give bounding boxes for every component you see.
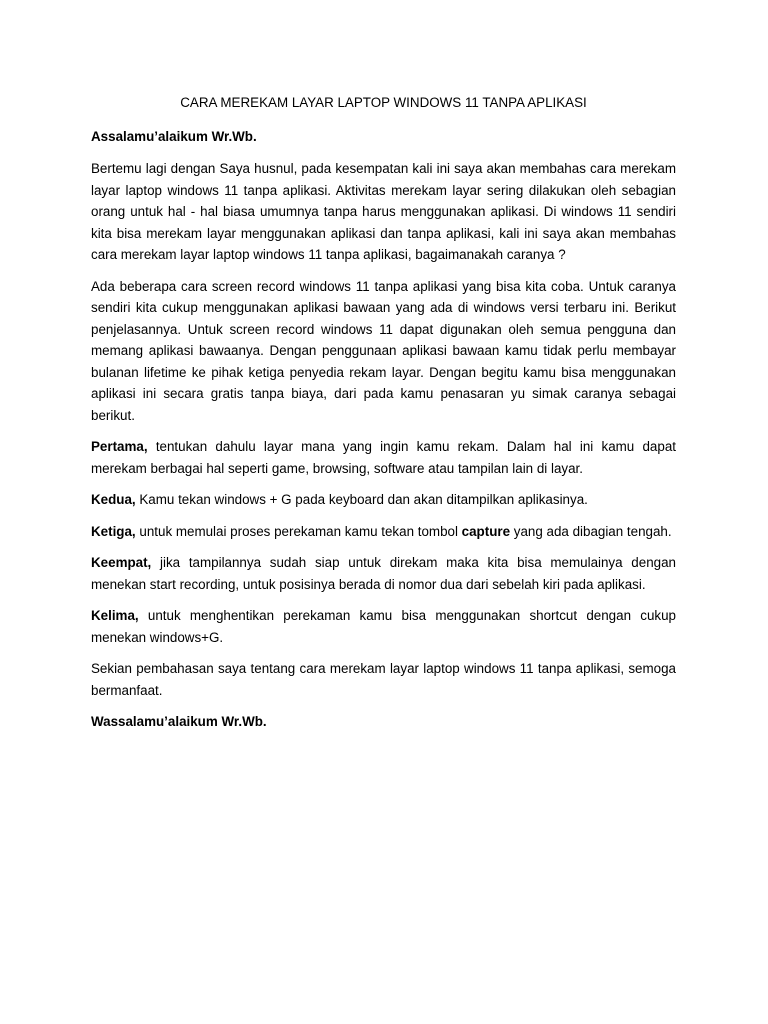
step-label: Pertama, [91, 439, 148, 454]
step-text-after: yang ada dibagian tengah. [510, 523, 672, 539]
step-paragraph-2 [91, 489, 676, 511]
step-label: Keempat, [91, 555, 152, 570]
step-paragraph-4 [91, 552, 676, 595]
step-text: jika tampilannya sudah siap untuk direkam maka kita bisa memulainya dengan menekan start recording, untuk posisinya berada di nomor dua dari sebelah kiri pada aplikasi. [91, 555, 676, 592]
step-label: Kedua, [91, 492, 136, 507]
farewell: Wassalamu’alaikum Wr.Wb. [91, 714, 267, 729]
step-text: untuk memulai proses perekaman kamu tekan tombol [135, 523, 462, 539]
step-text: Kamu tekan windows + G pada keyboard dan akan ditampilkan aplikasinya. [135, 492, 588, 507]
step-text: tentukan dahulu layar mana yang ingin kamu rekam. Dalam hal ini kamu dapat merekam berbagai hal seperti game, browsing, software atau tampilan lain di layar. [91, 439, 676, 476]
document-title: CARA MEREKAM LAYAR LAPTOP WINDOWS 11 TANPA APLIKASI [180, 95, 587, 110]
step-paragraph-5 [91, 605, 676, 648]
step-label: Ketiga, [91, 523, 136, 539]
intro-paragraph: Bertemu lagi dengan Saya husnul, pada kesempatan kali ini saya akan membahas cara merekam layar laptop windows 11 tanpa aplikasi. Aktivitas merekam layar sering dilakukan oleh sebagian orang untuk hal - hal biasa umumnya tanpa harus menggunakan aplikasi. Di windows 11 sendiri kita bisa merekam layar menggunakan aplikasi dan tanpa aplikasi, kali ini saya akan membahas cara merekam layar laptop windows 11 tanpa aplikasi, bagaimanakah caranya ? [91, 161, 676, 262]
step-text: untuk menghentikan perekaman kamu bisa menggunakan shortcut dengan cukup menekan windows+G. [91, 608, 676, 645]
step-paragraph-3 [91, 521, 676, 543]
overview-paragraph: Ada beberapa cara screen record windows 11 tanpa aplikasi yang bisa kita coba. Untuk caranya sendiri kita cukup menggunakan aplikasi bawaan yang ada di windows versi terbaru ini. Berikut penjelasannya. Untuk screen record windows 11 dapat digunakan oleh semua pengguna dan memang aplikasi bawaanya. Dengan penggunaan aplikasi bawaan kamu tidak perlu membayar bulanan lifetime ke pihak ketiga penyedia rekam layar. Dengan begitu kamu bisa menggunakan aplikasi ini secara gratis tanpa biaya, dari pada kamu penasaran yu simak caranya sebagai berikut. [91, 278, 676, 423]
step-emphasis: capture [461, 523, 511, 539]
step-label: Kelima, [91, 608, 139, 623]
closing-paragraph: Sekian pembahasan saya tentang cara merekam layar laptop windows 11 tanpa aplikasi, semoga bermanfaat. [91, 661, 676, 698]
greeting: Assalamu’alaikum Wr.Wb. [91, 128, 257, 144]
step-paragraph-1 [91, 436, 676, 479]
